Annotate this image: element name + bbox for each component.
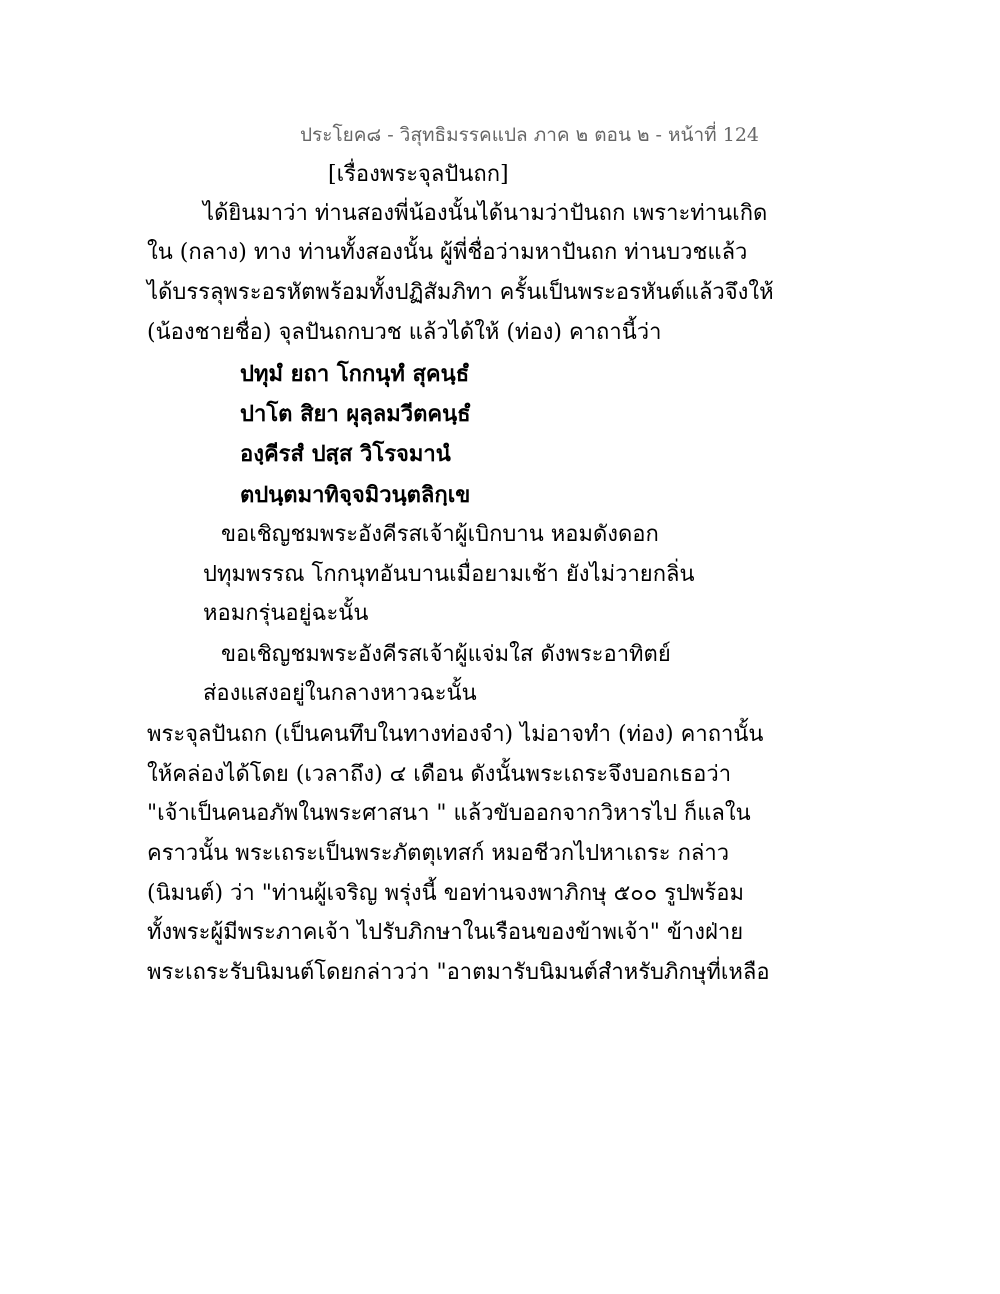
running-header: ประโยค๘ - วิสุทธิมรรคแปล ภาค ๒ ตอน ๒ - หน้าที่ 124 [300, 124, 760, 146]
paragraph-line: ทั้งพระผู้มีพระภาคเจ้า ไปรับภิกษาในเรือนของข้าพเจ้า" ข้างฝ่าย [147, 920, 744, 945]
verse-line: องฺคีรสํ ปสฺส วิโรจมานํ [240, 441, 451, 467]
paragraph-line: ได้ยินมาว่า ท่านสองพี่น้องนั้นได้นามว่าปันถก เพราะท่านเกิด [203, 201, 768, 226]
paragraph-line: พระเถระรับนิมนต์โดยกล่าวว่า "อาตมารับนิมนต์สำหรับภิกษุที่เหลือ [147, 960, 770, 985]
paragraph-line: (นิมนต์) ว่า "ท่านผู้เจริญ พรุ่งนี้ ขอท่านจงพาภิกษุ ๕๐๐ รูปพร้อม [147, 881, 744, 906]
verse-line: ตปนฺตมาทิจฺจมิวนฺตลิกฺเข [240, 482, 471, 508]
translation-line: ขอเชิญชมพระอังคีรสเจ้าผู้แจ่มใส ดังพระอาทิตย์ [221, 642, 671, 667]
paragraph-line: คราวนั้น พระเถระเป็นพระภัตตุเทสก์ หมอชีวกไปหาเถระ กล่าว [147, 841, 730, 866]
paragraph-line: (น้องชายชื่อ) จุลปันถกบวช แล้วได้ให้ (ท่อง) คาถานี้ว่า [147, 320, 662, 345]
translation-line: หอมกรุ่นอยู่ฉะนั้น [203, 601, 369, 626]
paragraph-line: "เจ้าเป็นคนอภัพในพระศาสนา " แล้วขับออกจากวิหารไป ก็แลใน [147, 801, 751, 826]
translation-line: ส่องแสงอยู่ในกลางหาวฉะนั้น [203, 681, 477, 706]
paragraph-line: ให้คล่องได้โดย (เวลาถึง) ๔ เดือน ดังนั้นพระเถระจึงบอกเธอว่า [147, 762, 732, 787]
translation-line: ปทุมพรรณ โกกนุทอันบานเมื่อยามเช้า ยังไม่วายกลิ่น [203, 562, 695, 587]
paragraph-line: ใน (กลาง) ทาง ท่านทั้งสองนั้น ผู้พี่ชื่อว่ามหาปันถก ท่านบวชแล้ว [147, 240, 748, 265]
paragraph-line: ได้บรรลุพระอรหัตพร้อมทั้งปฏิสัมภิทา ครั้นเป็นพระอรหันต์แล้วจึงให้ [147, 280, 774, 305]
verse-line: ปาโต สิยา ผุลฺลมวีตคนฺธํ [240, 401, 471, 427]
translation-line: ขอเชิญชมพระอังคีรสเจ้าผู้เบิกบาน หอมดังดอก [221, 522, 659, 547]
verse-line: ปทุมํ ยถา โกกนุทํ สุคนฺธํ [240, 361, 470, 387]
section-title: [เรื่องพระจุลปันถก] [328, 162, 509, 187]
paragraph-line: พระจุลปันถก (เป็นคนทึบในทางท่องจำ) ไม่อาจทำ (ท่อง) คาถานั้น [147, 722, 764, 747]
